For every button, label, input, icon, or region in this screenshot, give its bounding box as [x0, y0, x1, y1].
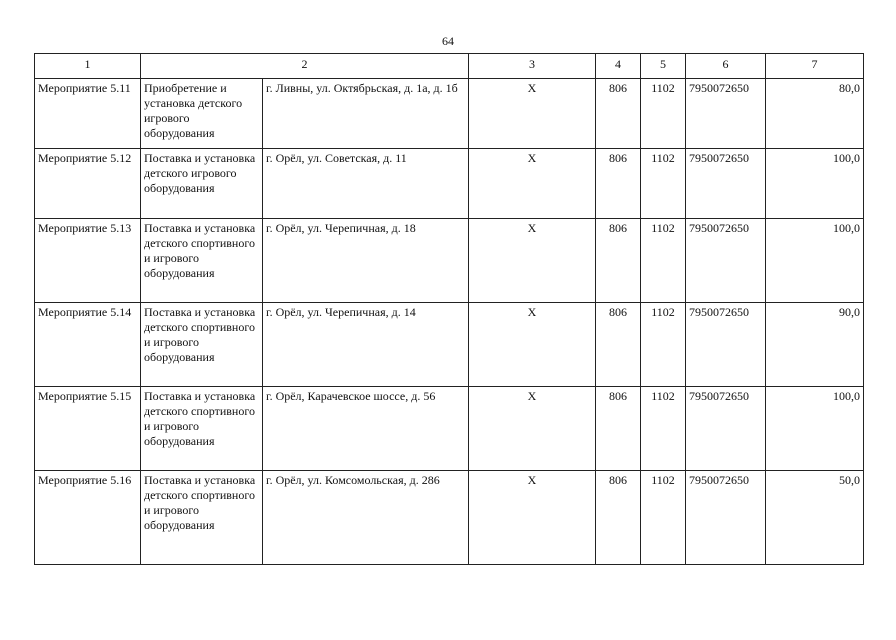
col3-cell: Х [469, 471, 596, 565]
header-col-5: 5 [641, 54, 686, 79]
address-cell: г. Орёл, ул. Советская, д. 11 [263, 149, 469, 219]
col6-cell: 7950072650 [686, 219, 766, 303]
col3-cell: Х [469, 149, 596, 219]
work-cell: Приобретение и установка детского игрового оборудования [141, 79, 263, 149]
col4-cell: 806 [596, 149, 641, 219]
address-cell: г. Орёл, ул. Комсомольская, д. 286 [263, 471, 469, 565]
work-cell: Поставка и установка детского спортивного и игрового оборудования [141, 219, 263, 303]
header-col-4: 4 [596, 54, 641, 79]
header-col-7: 7 [766, 54, 864, 79]
col4-cell: 806 [596, 387, 641, 471]
address-cell: г. Орёл, Карачевское шоссе, д. 56 [263, 387, 469, 471]
event-cell: Мероприятие 5.11 [35, 79, 141, 149]
col6-cell: 7950072650 [686, 303, 766, 387]
col7-cell: 100,0 [766, 149, 864, 219]
header-col-1: 1 [35, 54, 141, 79]
col5-cell: 1102 [641, 471, 686, 565]
col5-cell: 1102 [641, 303, 686, 387]
event-cell: Мероприятие 5.13 [35, 219, 141, 303]
col4-cell: 806 [596, 79, 641, 149]
header-col-6: 6 [686, 54, 766, 79]
col3-cell: Х [469, 303, 596, 387]
col7-cell: 90,0 [766, 303, 864, 387]
col6-cell: 7950072650 [686, 471, 766, 565]
event-cell: Мероприятие 5.16 [35, 471, 141, 565]
header-col-3: 3 [469, 54, 596, 79]
table-row [35, 219, 864, 303]
event-cell: Мероприятие 5.15 [35, 387, 141, 471]
col7-cell: 50,0 [766, 471, 864, 565]
budget-table [34, 53, 864, 565]
col5-cell: 1102 [641, 219, 686, 303]
table-row [35, 149, 864, 219]
col7-cell: 100,0 [766, 387, 864, 471]
col5-cell: 1102 [641, 387, 686, 471]
col4-cell: 806 [596, 471, 641, 565]
col3-cell: Х [469, 79, 596, 149]
col4-cell: 806 [596, 219, 641, 303]
table-row [35, 303, 864, 387]
page-number: 64 [442, 34, 454, 48]
event-cell: Мероприятие 5.14 [35, 303, 141, 387]
col5-cell: 1102 [641, 79, 686, 149]
header-col-2: 2 [141, 54, 469, 79]
work-cell: Поставка и установка детского спортивного и игрового оборудования [141, 387, 263, 471]
col6-cell: 7950072650 [686, 387, 766, 471]
event-cell: Мероприятие 5.12 [35, 149, 141, 219]
header-row [35, 54, 864, 79]
table-row [35, 471, 864, 565]
work-cell: Поставка и установка детского спортивного и игрового оборудования [141, 303, 263, 387]
col7-cell: 80,0 [766, 79, 864, 149]
col4-cell: 806 [596, 303, 641, 387]
work-cell: Поставка и установка детского игрового оборудования [141, 149, 263, 219]
col6-cell: 7950072650 [686, 149, 766, 219]
col5-cell: 1102 [641, 149, 686, 219]
col6-cell: 7950072650 [686, 79, 766, 149]
table-row [35, 79, 864, 149]
address-cell: г. Орёл, ул. Черепичная, д. 14 [263, 303, 469, 387]
address-cell: г. Орёл, ул. Черепичная, д. 18 [263, 219, 469, 303]
address-cell: г. Ливны, ул. Октябрьская, д. 1а, д. 1б [263, 79, 469, 149]
col3-cell: Х [469, 387, 596, 471]
col3-cell: Х [469, 219, 596, 303]
col7-cell: 100,0 [766, 219, 864, 303]
work-cell: Поставка и установка детского спортивного и игрового оборудования [141, 471, 263, 565]
table-row [35, 387, 864, 471]
